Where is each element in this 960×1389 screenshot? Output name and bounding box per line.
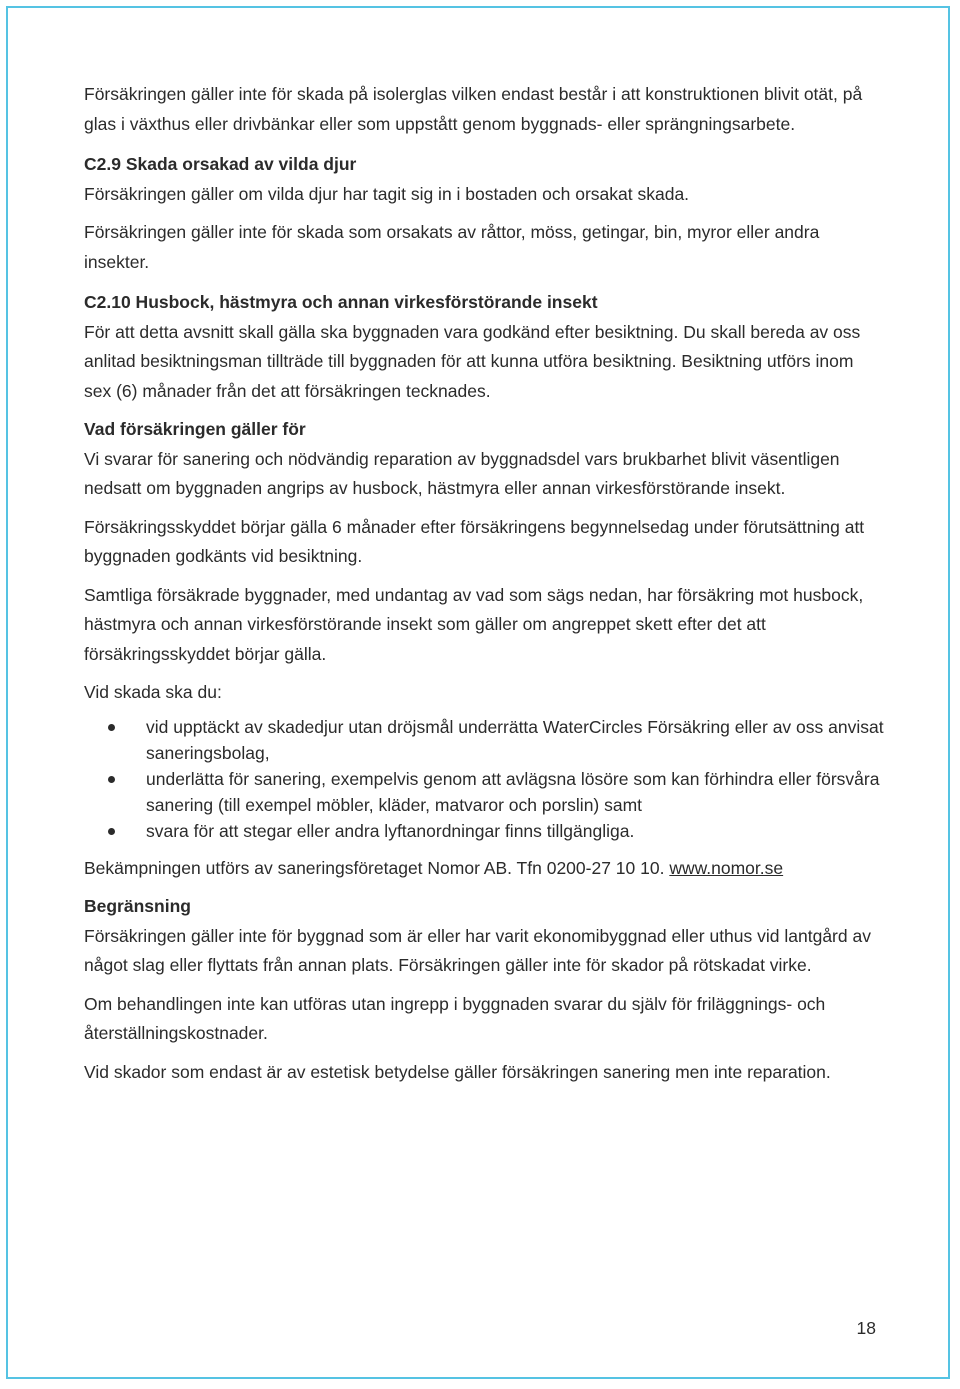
paragraph-besiktning: För att detta avsnitt skall gälla ska byggnaden vara godkänd efter besiktning. Du skall bereda av oss anlitad besiktningsman tillträde till byggnaden för att kunna utföra besiktning. Besiktning utförs inom sex (6) månader från det att försäkringen tecknades. — [84, 321, 861, 401]
paragraph-estetisk: Vid skador som endast är av estetisk betydelse gäller försäkringen sanering men inte reparation. — [84, 1061, 831, 1082]
bullet-list — [84, 714, 884, 844]
bullet-icon — [108, 828, 115, 835]
subheading-vad-forsakringen-galler: Vad försäkringen gäller för — [84, 419, 306, 439]
bekampning-text: Bekämpningen utförs av saneringsföretaget Nomor AB. Tfn 0200-27 10 10. — [84, 857, 665, 878]
paragraph-behandling: Om behandlingen inte kan utföras utan ingrepp i byggnaden svarar du själv för friläggnings- och återställningskostnader. — [84, 993, 826, 1043]
paragraph-samtliga-byggnader: Samtliga försäkrade byggnader, med undantag av vad som sägs nedan, har försäkring mot husbock, hästmyra och annan virkesförstörande insekt som gäller om angreppet skett efter det att försäkringsskyddet börjar gälla. — [84, 584, 864, 664]
document-body — [84, 80, 884, 1096]
paragraph-vilda-djur-2: Försäkringen gäller inte för skada som orsakats av råttor, möss, getingar, bin, myror eller andra insekter. — [84, 222, 820, 272]
section-heading-c2-10: C2.10 Husbock, hästmyra och annan virkesförstörande insekt — [84, 292, 598, 312]
paragraph-bekampning — [84, 854, 884, 884]
bullet-icon — [108, 724, 115, 731]
list-item — [84, 714, 884, 766]
paragraph-ekonomibyggnad: Försäkringen gäller inte för byggnad som är eller har varit ekonomibyggnad eller uthus vid lantgård av något slag eller flyttats från annan plats. Försäkringen gäller inte för skador på rötskadat virke. — [84, 925, 871, 975]
list-item — [84, 818, 884, 844]
subheading-begransning: Begränsning — [84, 896, 191, 916]
bullet-icon — [108, 776, 115, 783]
paragraph-vid-skada: Vid skada ska du: — [84, 682, 222, 702]
paragraph-vilda-djur-1: Försäkringen gäller om vilda djur har tagit sig in i bostaden och orsakat skada. — [84, 183, 690, 204]
page-number: 18 — [856, 1318, 876, 1338]
paragraph-isolerglas: Försäkringen gäller inte för skada på isolerglas vilken endast består i att konstruktionen blivit otät, på glas i växthus eller drivbänkar eller som uppstått genom byggnads- eller sprängningsarbete. — [84, 84, 863, 134]
nomor-link[interactable]: www.nomor.se — [669, 857, 784, 878]
list-item-text: svara för att stegar eller andra lyftanordningar finns tillgängliga. — [146, 820, 635, 841]
paragraph-forsakringsskydd: Försäkringsskyddet börjar gälla 6 månader efter försäkringens begynnelsedag under förutsättning att byggnaden godkänts vid besiktning. — [84, 516, 865, 566]
list-item — [84, 766, 884, 818]
section-heading-c2-9: C2.9 Skada orsakad av vilda djur — [84, 154, 357, 174]
paragraph-sanering: Vi svarar för sanering och nödvändig reparation av byggnadsdel vars brukbarhet blivit väsentligen nedsatt om byggnaden angrips av husbock, hästmyra eller annan virkesförstörande insekt. — [84, 448, 840, 498]
list-item-text: vid upptäckt av skadedjur utan dröjsmål underrätta WaterCircles Försäkring eller av oss anvisat saneringsbolag, — [146, 716, 884, 763]
list-item-text: underlätta för sanering, exempelvis genom att avlägsna lösöre som kan förhindra eller försvåra sanering (till exempel möbler, kläder, matvaror och porslin) samt — [146, 768, 880, 815]
